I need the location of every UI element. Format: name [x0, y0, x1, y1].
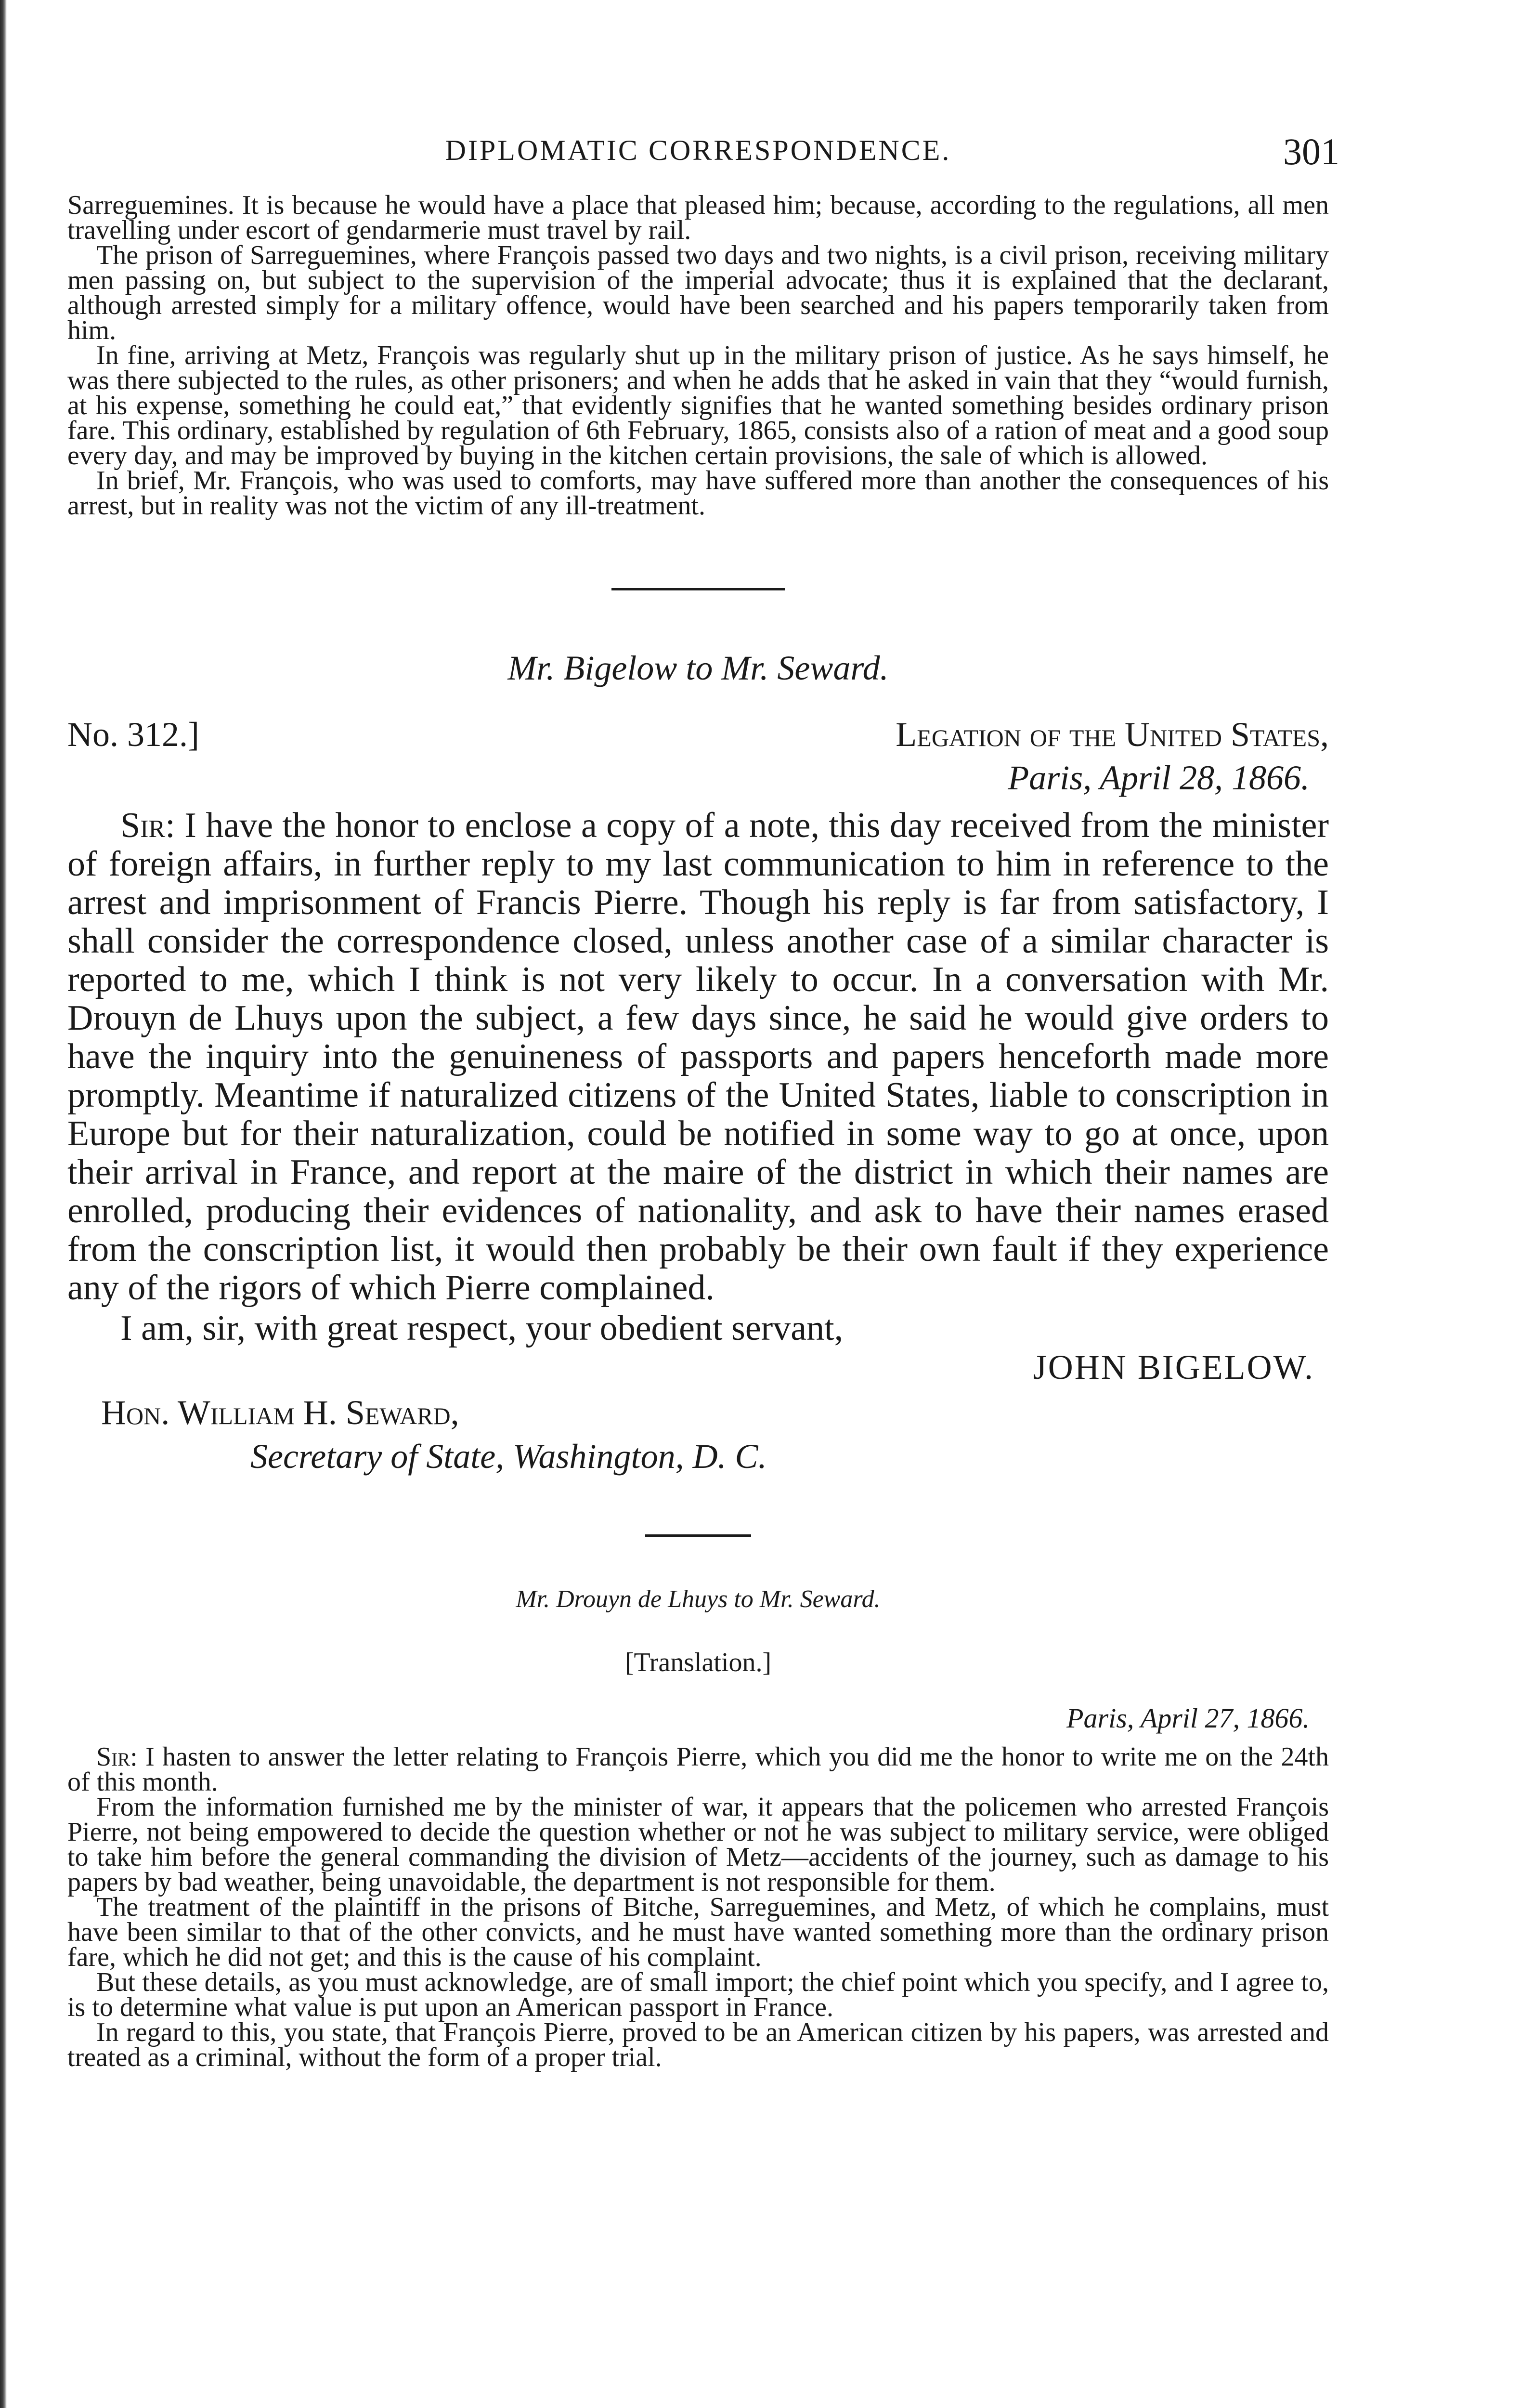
letter-body — [67, 806, 1329, 1307]
paragraph — [67, 1742, 1329, 1797]
signature-row — [67, 1348, 1329, 1391]
paragraph: The treatment of the plaintiff in the prisons of Bitche, Sarreguemines, and Metz, of which he complains, must have been similar to that of the other convicts, and he must have wanted something more than the ordinary prison fare, which he did not get; and this is the cause of his complaint. — [67, 1892, 1329, 1972]
paragraph: In regard to this, you state, that François Pierre, proved to be an American citizen by his papers, was arrested and treated as a criminal, without the form of a proper trial. — [67, 2017, 1329, 2072]
addressee-name: Hon. William H. Seward, — [101, 1393, 459, 1432]
place-date: Paris, April 28, 1866. — [1008, 759, 1310, 797]
document-page — [67, 130, 1339, 2072]
page-number: 301 — [1283, 131, 1339, 172]
despatch-number: No. 312.] — [67, 715, 199, 754]
signature: JOHN BIGELOW. — [1033, 1348, 1314, 1387]
place-date-row — [67, 1702, 1329, 1736]
closing: I am, sir, with great respect, your obedient servant, — [120, 1309, 844, 1348]
paragraph: From the information furnished me by the minister of war, it appears that the policemen who arrested François Pierre, not being empowered to decide the question whether or not he was subject to military service, were obliged to take him before the general commanding the division of Metz—accidents of the journey, such as damage to his papers by bad weather, being unavoidable, the department is not responsible for them. — [67, 1792, 1329, 1897]
body-text: I have the honor to enclose a copy of a note, this day received from the minister of foreign affairs, in further reply to my last communication to him in reference to the arrest and imprisonment of Francis Pierre. Though his reply is far from satisfactory, I shall consider the correspondence closed, unless another case of a similar character is reported to me, which I think is not very likely to occur. In a conversation with Mr. Drouyn de Lhuys upon the subject, a few days since, he said he would give orders to have the inquiry into the genuineness of passports and papers henceforth made more promptly. Meantime if naturalized citizens of the United States, liable to conscription in Europe but for their naturalization, could be notified in some way to go at once, upon their arrival in France, and report at the maire of the district in which their names are enrolled, producing their evidences of nationality, and ask to have their names erased from the conscription list, it would then probably be their own fault if they experience any of the rigors of which Pierre complained. — [67, 806, 1329, 1308]
body-text: I hasten to answer the letter relating to François Pierre, which you did me the honor to write me on the 24th of this month. — [67, 1742, 1329, 1797]
letter-meta — [67, 715, 1329, 758]
running-head — [67, 130, 1339, 183]
place-date: Paris, April 27, 1866. — [1066, 1702, 1310, 1734]
place-date-row — [67, 758, 1329, 801]
paragraph: Sarreguemines. It is because he would have a place that pleased him; because, according to the regulations, all men travelling under escort of gendarmerie must travel by rail. — [67, 190, 1329, 245]
book-binding-edge — [0, 0, 7, 2408]
section-divider — [611, 588, 785, 590]
letter-heading: Mr. Bigelow to Mr. Seward. — [507, 649, 889, 687]
salutation: Sir: — [96, 1742, 138, 1772]
continued-section — [67, 190, 1329, 521]
letter-heading: Mr. Drouyn de Lhuys to Mr. Seward. — [516, 1585, 881, 1613]
salutation: Sir: — [120, 806, 175, 845]
section-divider — [645, 1534, 751, 1537]
paragraph: In fine, arriving at Metz, François was regularly shut up in the military prison of justice. As he says himself, he was there subjected to the rules, as other prisoners; and when he adds that he asked in vain that they “would furnish, at his expense, something he could eat,” that evidently signifies that he wanted something besides ordinary prison fare. This ordinary, established by regulation of 6th February, 1865, consists also of a ration of meat and a good soup every day, and may be improved by buying in the kitchen certain provisions, the sale of which is allowed. — [67, 340, 1329, 471]
running-title: DIPLOMATIC CORRESPONDENCE. — [445, 134, 951, 166]
paragraph: The prison of Sarreguemines, where François passed two days and two nights, is a civil prison, receiving military men passing on, but subject to the supervision of the imperial advocate; thus it is explained that the declarant, although arrested simply for a military offence, would have been searched and his papers temporarily taken from him. — [67, 240, 1329, 345]
paragraph: In brief, Mr. François, who was used to comforts, may have suffered more than another the consequences of his arrest, but in reality was not the victim of any ill-treatment. — [67, 466, 1329, 521]
letter-drouyn — [67, 1585, 1329, 2070]
legation-line: Legation of the United States, — [896, 715, 1329, 754]
paragraph: But these details, as you must acknowledge, are of small import; the chief point which you specify, and I agree to, is to determine what value is put upon an American passport in France. — [67, 1967, 1329, 2022]
letter-bigelow — [67, 648, 1329, 1477]
addressee-title: Secretary of State, Washington, D. C. — [250, 1437, 767, 1476]
translation-note: [Translation.] — [624, 1648, 772, 1677]
